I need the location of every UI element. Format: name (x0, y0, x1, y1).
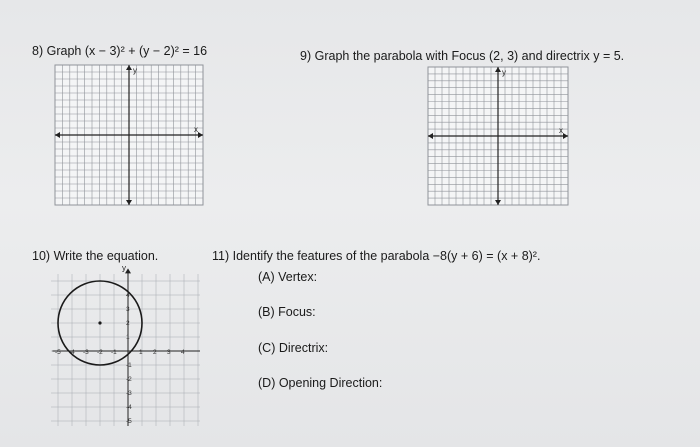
question-11-number: 11) (212, 249, 230, 263)
question-9-number: 9) (300, 49, 312, 63)
question-10-text: Write the equation. (53, 249, 159, 263)
y-axis-label: y (122, 266, 126, 273)
y-tick-label: -4 (126, 404, 132, 411)
y-axis-label: y (133, 66, 137, 75)
question-8-number: 8) (32, 44, 44, 58)
y-tick-label: -5 (126, 418, 132, 425)
q10-graph (50, 266, 200, 426)
x-tick-label: 2 (153, 349, 157, 356)
y-tick-label: 1 (126, 334, 130, 341)
question-9 (300, 49, 624, 63)
x-tick-label: -4 (69, 349, 75, 356)
x-tick-label: 1 (139, 349, 143, 356)
feature-focus-label: (B) Focus: (258, 305, 316, 319)
question-11-text: Identify the features of the parabola −8(y + 6) = (x + 8)². (232, 249, 541, 263)
q8-graph-grid (54, 64, 204, 206)
y-tick-label: 3 (126, 306, 130, 313)
q9-graph-grid (427, 66, 569, 206)
question-9-text: Graph the parabola with Focus (2, 3) and directrix y = 5. (314, 49, 625, 63)
feature-opening-direction-label: (D) Opening Direction: (258, 376, 383, 390)
question-10 (32, 249, 158, 263)
feature-directrix-label: (C) Directrix: (258, 341, 329, 355)
x-tick-label: -3 (83, 349, 89, 356)
y-tick-label: 2 (126, 320, 130, 327)
question-8-text: Graph (x − 3)² + (y − 2)² = 16 (46, 44, 208, 58)
y-tick-label: 4 (126, 292, 130, 299)
y-tick-label: -3 (126, 390, 132, 397)
question-10-number: 10) (32, 249, 51, 263)
question-8 (32, 44, 207, 58)
y-tick-label: -1 (126, 362, 132, 369)
x-tick-label: 3 (167, 349, 171, 356)
x-tick-label: -2 (97, 349, 103, 356)
question-11 (212, 249, 540, 263)
x-axis-label: x (559, 126, 563, 135)
x-tick-label: -1 (111, 349, 117, 356)
x-tick-label: 4 (181, 349, 185, 356)
x-axis-label: x (194, 125, 198, 134)
x-tick-label: -5 (55, 349, 61, 356)
y-tick-label: -2 (126, 376, 132, 383)
circle-center-point (98, 321, 101, 324)
feature-vertex-label: (A) Vertex: (258, 270, 318, 284)
y-axis-label: y (502, 68, 506, 77)
